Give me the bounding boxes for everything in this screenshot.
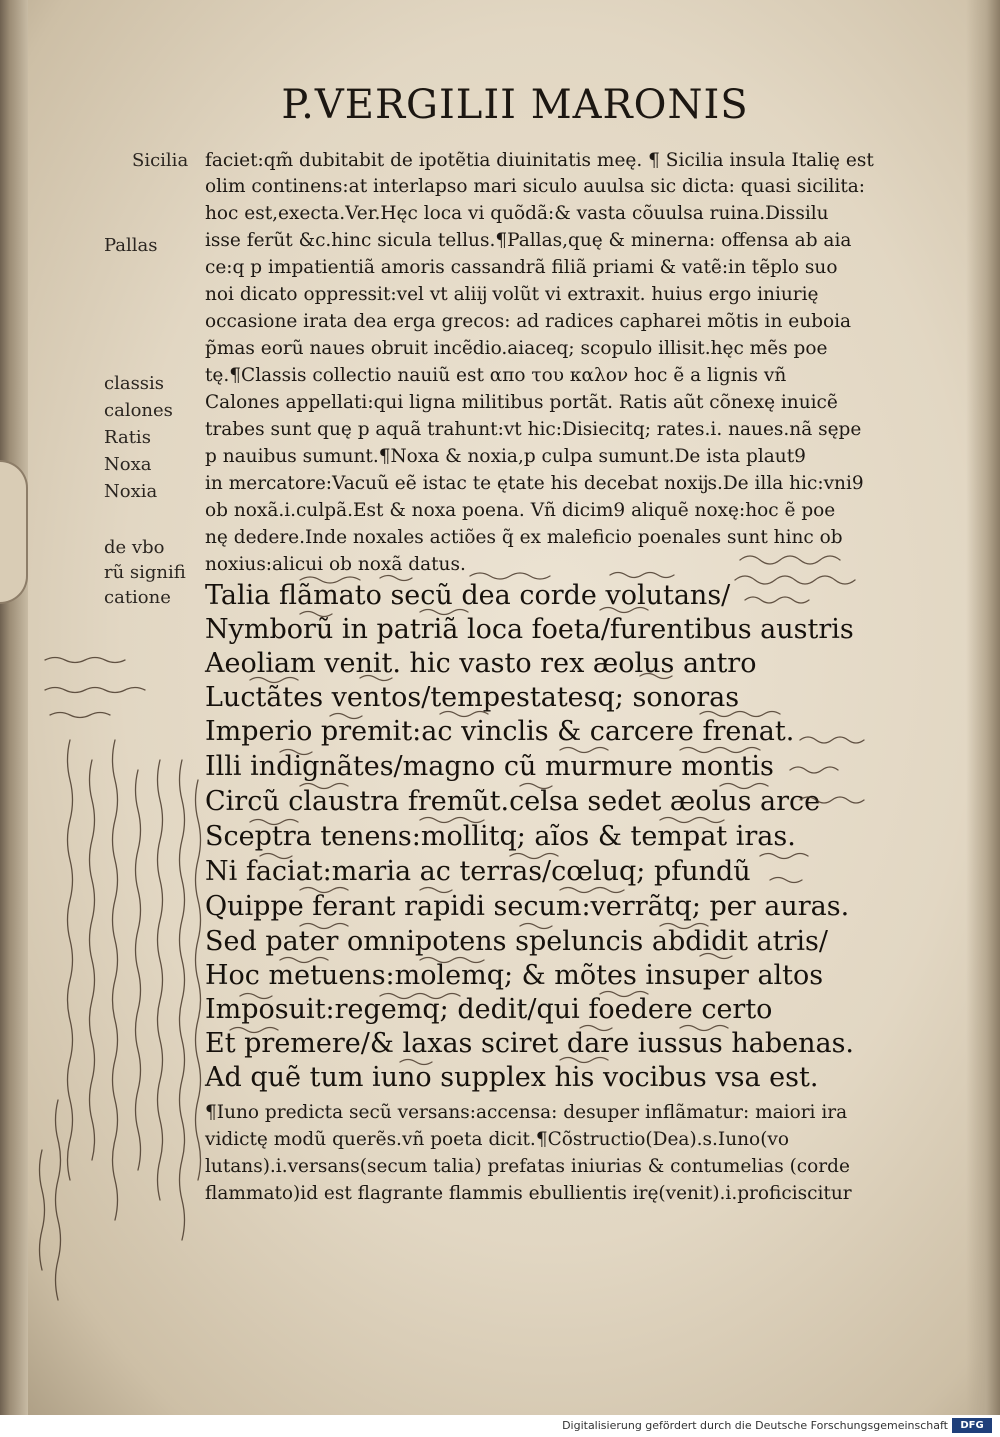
commentary-line: noi dicato oppressit:vel vt aliĳ volũt vi extraxit. huius ergo iniurię xyxy=(205,284,819,305)
margin-note-de-verbo: de vbo xyxy=(104,537,165,558)
commentary-line: vidictę modũ querẽs.vñ poeta dicit.¶Cõstructio(Dea).s.Iuno(vo xyxy=(205,1129,789,1150)
commentary-line: ¶Iuno predicta secũ versans:accensa: desuper inflãmatur: maiori ira xyxy=(205,1102,848,1123)
verse-line: Talia flãmato secũ dea corde volutans/ xyxy=(205,580,731,611)
commentary-line: ob noxã.i.culpã.Est & noxa poena. Vñ dicim9 aliquẽ noxę:hoc ẽ poe xyxy=(205,500,836,521)
verse-line: Sceptra tenens:mollitq; aĩos & tempat iras. xyxy=(205,821,796,852)
verse-line: Nymborũ in patriã loca foeta/furentibus austris xyxy=(205,614,854,645)
verse-line: Et premere/& laxas sciret dare iussus habenas. xyxy=(205,1028,855,1059)
dfg-logo: DFG xyxy=(952,1418,992,1433)
margin-note-catione: catione xyxy=(104,587,171,608)
verse-line: Imposuit:regemq; dedit/qui foedere certo xyxy=(205,994,773,1025)
verse-line: Aeoliam venit. hic vasto rex æolus antro xyxy=(205,648,757,679)
commentary-line: flammato)id est flagrante flammis ebullientis irę(venit).i.proficiscitur xyxy=(205,1183,852,1204)
verse-line: Ni faciat:maria ac terras/cœluq; pfundũ xyxy=(205,856,751,887)
verse-line: Luctãtes ventos/tempestatesq; sonoras xyxy=(205,682,740,713)
margin-note-ratis: Ratis xyxy=(104,427,151,448)
commentary-line: isse ferũt &c.hinc sicula tellus.¶Pallas,quę & minerna: offensa ab aia xyxy=(205,230,852,251)
margin-note-pallas: Pallas xyxy=(104,235,158,256)
margin-note-noxia: Noxia xyxy=(104,481,158,502)
commentary-line: nę dedere.Inde noxales actiões q̃ ex maleficio poenales sunt hinc ob xyxy=(205,527,843,548)
footer-credit: Digitalisierung gefördert durch die Deutsche Forschungsgemeinschaft xyxy=(562,1419,948,1432)
verse-line: Circũ claustra fremũt.celsa sedet æolus arce xyxy=(205,786,821,817)
verse-line: Ad quẽ tum iuno supplex his vocibus vsa est. xyxy=(205,1062,819,1093)
margin-note-noxa: Noxa xyxy=(104,454,152,475)
verse-line: Imperio premit:ac vinclis & carcere frenat. xyxy=(205,716,795,747)
commentary-line: olim continens:at interlapso mari siculo auulsa sic dicta: quasi sicilita: xyxy=(205,176,866,197)
commentary-line: Calones appellati:qui ligna militibus portãt. Ratis aũt cõnexę inuicẽ xyxy=(205,392,838,413)
commentary-line: ce:q p impatientiã amoris cassandrã filiã priami & vatẽ:in tẽplo suo xyxy=(205,257,838,278)
commentary-line: tę.¶Classis collectio nauiũ est απο του καλον hoc ẽ a lignis vñ xyxy=(205,365,787,386)
margin-note-classis: classis xyxy=(104,373,165,394)
verse-line: Hoc metuens:molemq; & mõtes insuper altos xyxy=(205,960,824,991)
commentary-line: lutans).i.versans(secum talia) prefatas iniurias & contumelias (corde xyxy=(205,1156,850,1177)
margin-note-sicilia: Sicilia xyxy=(132,150,189,171)
commentary-line: trabes sunt quę p aquã trahunt:vt hic:Disiecitq; rates.i. naues.nã sępe xyxy=(205,419,862,440)
commentary-line: in mercatore:Vacuũ eẽ istac te ętate his decebat noxĳs.De illa hic:vni9 xyxy=(205,473,864,494)
commentary-line: hoc est,execta.Ver.Hęc loca vi quõdã:& vasta cõuulsa ruina.Dissilu xyxy=(205,203,829,224)
margin-note-rum-signifi: rũ signifi xyxy=(104,562,186,583)
commentary-line: p̃mas eorũ naues obruit incẽdio.aiaceq; scopulo illisit.hęc mẽs poe xyxy=(205,338,828,359)
commentary-line: faciet:qm̃ dubitabit de ipotẽtia diuinitatis meę. ¶ Sicilia insula Italię est xyxy=(205,150,874,171)
commentary-line: occasione irata dea erga grecos: ad radices capharei mõtis in euboia xyxy=(205,311,852,332)
running-head-text: P.VERGILII MARONIS xyxy=(281,82,749,128)
verse-line: Illi indignãtes/magno cũ murmure montis xyxy=(205,751,774,782)
commentary-line: p nauibus sumunt.¶Noxa & noxia,p culpa sumunt.De ista plaut9 xyxy=(205,446,806,467)
verse-line: Quippe ferant rapidi secum:verrãtq; per auras. xyxy=(205,891,850,922)
footer-bar xyxy=(0,1415,1000,1437)
commentary-line: noxius:alicui ob noxã datus. xyxy=(205,554,466,575)
verse-line: Sed pater omnipotens speluncis abdidit atris/ xyxy=(205,926,828,957)
margin-note-calones: calones xyxy=(104,400,173,421)
